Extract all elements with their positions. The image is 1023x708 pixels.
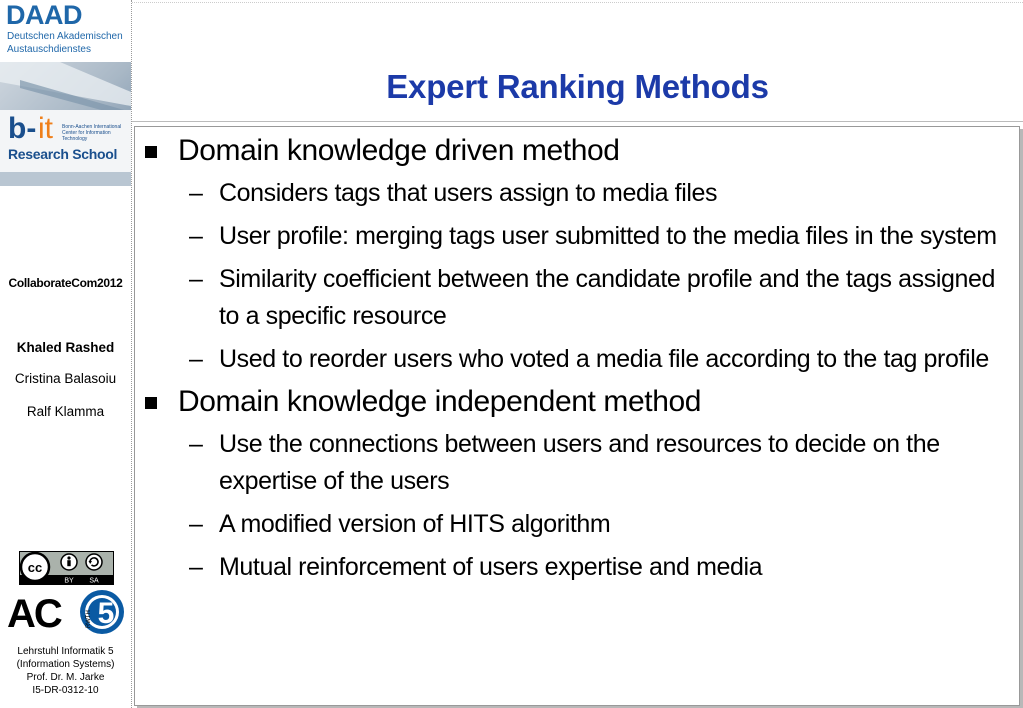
bit-logo-it: it [38,112,53,145]
author-name: Cristina Balasoiu [14,371,117,386]
daad-subtitle-line-1: Deutschen Akademischen [7,31,123,42]
sub-bullet-item [140,175,1010,212]
bit-logo-b: b- [8,112,37,145]
sub-bullet-item [140,549,1010,586]
sub-bullet-text: Use the connections between users and resources to decide on the expertise of the users [219,430,940,495]
square-bullet-icon [145,397,157,409]
bit-research-school-label: Research School [8,146,118,162]
dash-marker: – [189,265,203,293]
sub-bullet-item [140,341,1010,378]
slide-title: Expert Ranking Methods [386,68,769,105]
bullet-text: Domain knowledge driven method [178,134,620,167]
dash-marker: – [189,430,203,458]
sub-bullet-text: Mutual reinforcement of users expertise and media [219,553,763,581]
slide-body [140,133,1010,592]
conference-label: CollaborateCom2012 [8,276,123,290]
sidebar [0,0,131,708]
sub-bullet-item [140,426,1010,500]
dash-marker: – [189,179,203,207]
sub-bullet-item [140,261,1010,335]
sub-bullet-item [140,218,1010,255]
daad-subtitle-line-2: Austauschdienstes [7,44,91,55]
footer-line: I5-DR-0312-10 [32,685,99,696]
bit-logo-small-text: Bonn-Aachen International Center for Information Technology [62,124,122,142]
sub-bullet-text: Used to reorder users who voted a media file according to the tag profile [219,345,989,373]
acis-logo-ac: AC [7,592,61,636]
footer-line: Lehrstuhl Informatik 5 [17,646,114,657]
sa-label: SA [89,577,99,585]
sub-bullet-text: User profile: merging tags user submitted to the media files in the system [219,222,997,250]
dash-marker: – [189,222,203,250]
sub-bullet-text: Considers tags that users assign to media files [219,179,718,207]
header-divider [132,121,1023,122]
cc-icon [21,553,49,581]
footer-line: Prof. Dr. M. Jarke [26,672,105,683]
header [132,0,1023,122]
dash-marker: – [189,345,203,373]
sub-bullet-text: A modified version of HITS algorithm [219,510,611,538]
sub-bullet-item [140,506,1010,543]
author-name: Ralf Klamma [26,404,105,419]
dash-marker: – [189,553,203,581]
author-name: Khaled Rashed [16,340,115,355]
dash-marker: – [189,510,203,538]
chair-footer [0,645,131,697]
acis-logo-five: 5 [97,597,115,630]
square-bullet-icon [145,146,157,158]
bullet-item [140,133,1010,169]
by-label: BY [64,577,74,585]
svg-text:cc: cc [27,560,43,575]
daad-logo-block [0,0,131,62]
acis-logo-rwth: RWTH [86,610,92,628]
cc-license-badge [19,551,114,585]
bullet-text: Domain knowledge independent method [178,385,702,418]
bullet-item [140,384,1010,420]
daad-logo: DAAD [6,0,82,30]
sub-bullet-text: Similarity coefficient between the candidate profile and the tags assigned to a specific resource [219,265,995,330]
acis-logo [6,587,126,637]
footer-line: (Information Systems) [16,659,115,670]
